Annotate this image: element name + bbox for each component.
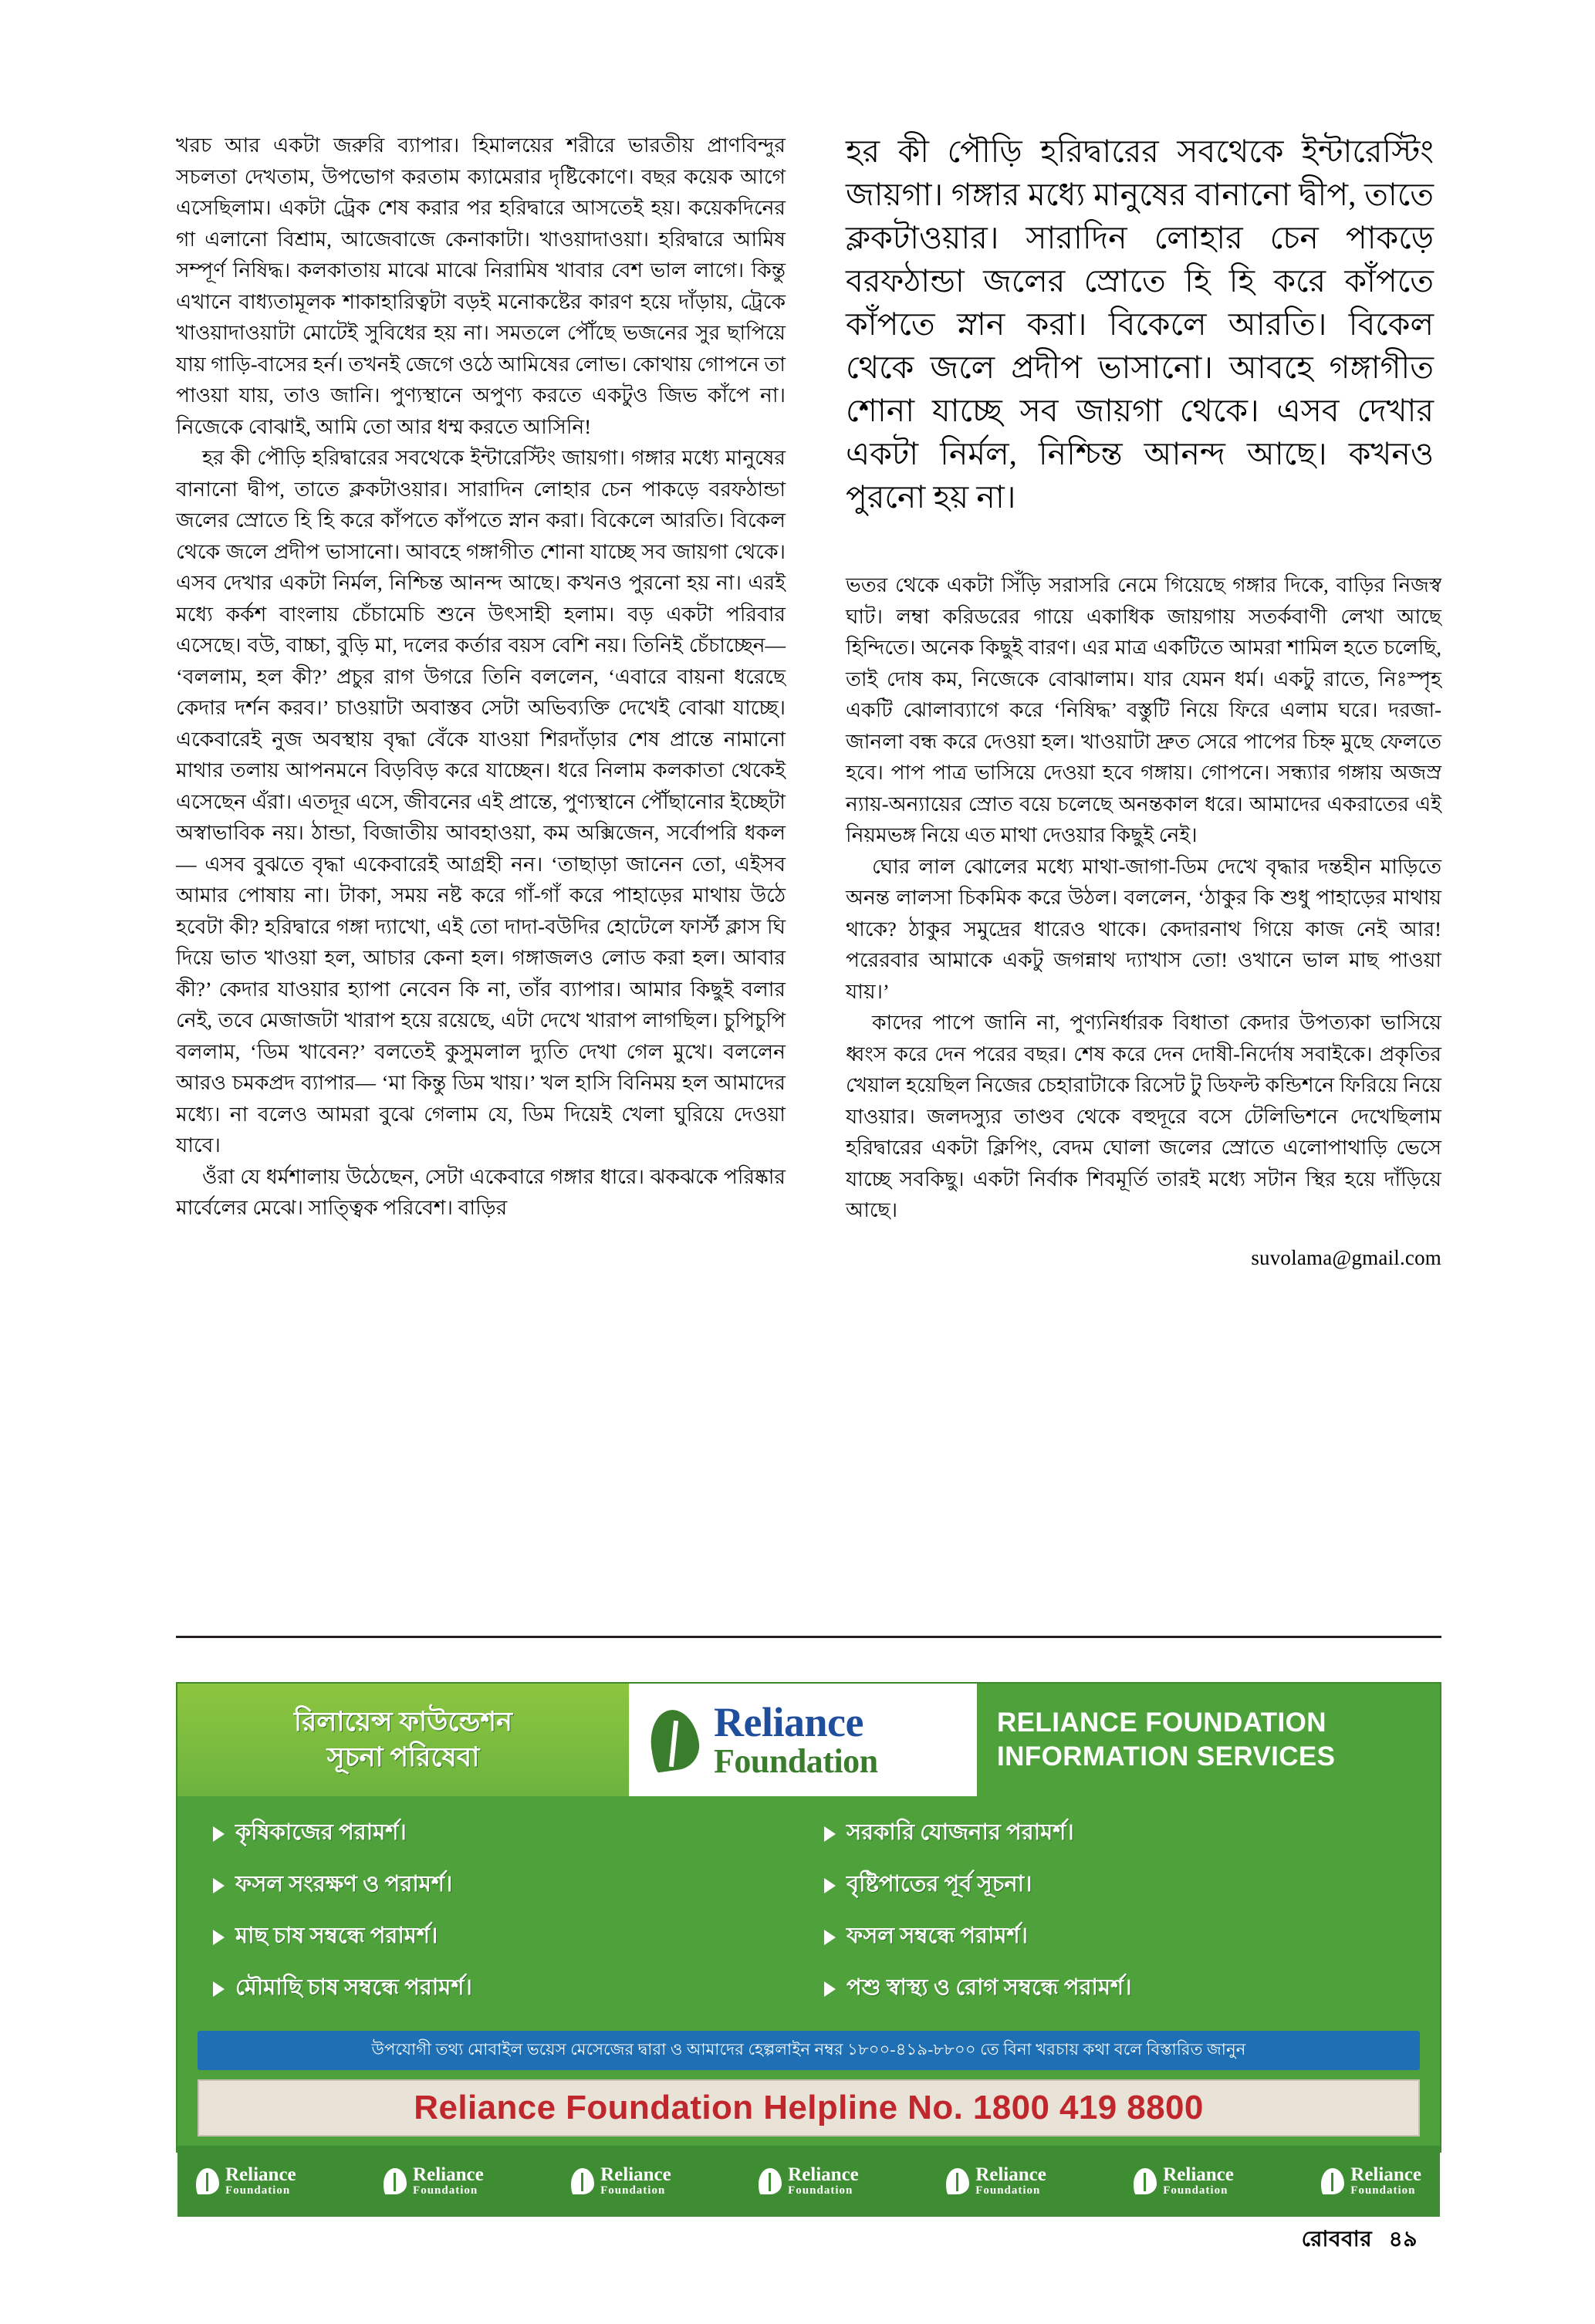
bullet-triangle-icon <box>213 1878 225 1893</box>
leaf-icon <box>1134 2168 1157 2194</box>
ad-footer-logos <box>177 2146 1440 2217</box>
page-footer <box>1302 2222 1418 2258</box>
ad-logo-word1: Reliance <box>714 1699 863 1745</box>
footer-logo-word1: Reliance <box>600 2164 671 2185</box>
footer-logo-word1: Reliance <box>788 2164 859 2185</box>
leaf-icon <box>571 2168 594 2194</box>
list-item <box>213 1970 793 2008</box>
ad-brand-bengali-line2: সূচনা পরিষেবা <box>326 1742 480 1772</box>
list-item-label: পশু স্বাস্থ্য ও রোগ সম্বন্ধে পরামর্শ। <box>846 1975 1132 2000</box>
ad-brand-bengali-line1: রিলায়েন্স ফাউন্ডেশন <box>293 1707 513 1737</box>
right-body-text <box>846 569 1441 1226</box>
page-number: ৪৯ <box>1388 2228 1418 2251</box>
footer-logo-word2: Foundation <box>1163 2184 1228 2197</box>
footer-logo <box>196 2165 296 2197</box>
ad-service-list <box>177 1796 1440 2026</box>
footer-logo <box>1321 2165 1421 2197</box>
bullet-triangle-icon <box>824 1930 836 1945</box>
ad-helpline-text: Reliance Foundation Helpline No. 1800 419 8800 <box>414 2089 1204 2126</box>
footer-logo-word2: Foundation <box>600 2184 666 2197</box>
footer-logo-word2: Foundation <box>413 2184 478 2197</box>
list-item <box>824 1815 1404 1853</box>
ad-logo <box>629 1684 977 1796</box>
author-email[interactable]: suvolama@gmail.com <box>1251 1245 1441 1269</box>
right-text-column <box>846 130 1441 1270</box>
ad-logo-word2: Foundation <box>714 1742 878 1780</box>
footer-logo-word1: Reliance <box>1163 2164 1234 2185</box>
paragraph: খরচ আর একটা জরুরি ব্যাপার। হিমালয়ের শরীরে ভারতীয় প্রাণবিন্দুর সচলতা দেখতাম, উপভোগ করতাম ক্যামেরার দৃষ্টিকোণে। বছর কয়েক আগে এসেছিলাম। একটা ট্রেক শেষ করার পর হরিদ্বারে আসতেই হয়। কয়েকদিনের গা এলানো বিশ্রাম, আজেবাজে কেনাকাটা। খাওয়াদাওয়া। হরিদ্বারে আমিষ সম্পূর্ণ নিষিদ্ধ। কলকাতায় মাঝে মাঝে নিরামিষ খাবার বেশ ভাল লাগে। কিন্তু এখানে বাধ্যতামূলক শাকাহারিত্বটা বড়ই মনোকষ্টের কারণ হয়ে দাঁড়ায়, ট্রেকে খাওয়াদাওয়াটা মোটেই সুবিধের হয় না। সমতলে পৌঁছে ভজনের সুর ছাপিয়ে যায় গাড়ি-বাসের হর্ন। তখনই জেগে ওঠে আমিষের লোভ। কোথায় গোপনে তা পাওয়া যায়, তাও জানি। পুণ্যস্থানে অপুণ্য করতে একটুও জিভ কাঁপে না। নিজেকে বোঝাই, আমি তো আর ধম্ম করতে আসিনি! <box>176 133 786 438</box>
ad-logo-wordmark <box>714 1701 878 1778</box>
footer-logo-word1: Reliance <box>413 2164 484 2185</box>
footer-logo-word2: Foundation <box>788 2184 853 2197</box>
footer-logo <box>759 2165 859 2197</box>
ad-service-list-left <box>213 1815 793 2022</box>
ad-helpline-box[interactable] <box>198 2079 1420 2137</box>
list-item <box>824 1866 1404 1904</box>
list-item-label: মৌমাছি চাষ সম্বন্ধে পরামর্শ। <box>235 1975 472 2000</box>
list-item-label: ফসল সম্বন্ধে পরামর্শ। <box>846 1924 1028 1948</box>
footer-logo <box>571 2165 671 2197</box>
list-item-label: সরকারি যোজনার পরামর্শ। <box>846 1820 1074 1845</box>
paragraph: হর কী পৌড়ি হরিদ্বারের সবথেকে ইন্টারেস্টিং জায়গা। গঙ্গার মধ্যে মানুষের বানানো দ্বীপ, তাতে ক্লকটাওয়ার। সারাদিন লোহার চেন পাকড়ে বরফঠান্ডা জলের স্রোতে হি হি করে কাঁপতে কাঁপতে স্নান করা। বিকেলে আরতি। বিকেল থেকে জলে প্রদীপ ভাসানো। আবহে গঙ্গাগীত শোনা যাচ্ছে সব জায়গা থেকে। এসব দেখার একটা নির্মল, নিশ্চিন্ত আনন্দ আছে। কখনও পুরনো হয় না। এরই মধ্যে কর্কশ বাংলায় চেঁচামেচি শুনে উৎসাহী হলাম। বড় একটা পরিবার এসেছে। বউ, বাচ্চা, বুড়ি মা, দলের কর্তার বয়স বেশি নয়। তিনিই চেঁচাচ্ছেন— ‘বললাম, হল কী?’ প্রচুর রাগ উগরে তিনি বললেন, ‘এবারে বায়না ধরেছে কেদার দর্শন করব।’ চাওয়াটা অবাস্তব সেটা অভিব্যক্তি দেখেই বোঝা যাচ্ছে। একেবারেই নুজ অবস্থায় বৃদ্ধা বেঁকে যাওয়া শিরদাঁড়ার শেষ প্রান্তে নামানো মাথার তলায় আপনমনে বিড়বিড় করে যাচ্ছেন। ধরে নিলাম কলকাতা থেকেই এসেছেন এঁরা। এতদূর এসে, জীবনের এই প্রান্তে, পুণ্যস্থানে পৌঁছানোর ইচ্ছেটা অস্বাভাবিক নয়। ঠান্ডা, বিজাতীয় আবহাওয়া, কম অক্সিজেন, সর্বোপরি ধকল— এসব বুঝতে বৃদ্ধা একেবারেই আগ্রহী নন। ‘তাছাড়া জানেন তো, এইসব আমার পোষায় না। টাকা, সময় নষ্ট করে গাঁ-গাঁ করে পাহাড়ের মাথায় উঠে হবেটা কী? হরিদ্বারে গঙ্গা দ্যাখো, এই তো দাদা-বউদির হোটেলে ফার্স্ট ক্লাস ঘি দিয়ে ভাত খাওয়া হল, আচার কেনা হল। গঙ্গাজলও লোড করা হল। আবার কী?’ কেদার যাওয়ার হ্যাপা নেবেন কি না, তাঁর ব্যাপার। আমার কিছুই বলার নেই, তবে মেজাজটা খারাপ হয়ে রয়েছে, এটা দেখে খারাপ লাগছিল। চুপিচুপি বললাম, ‘ডিম খাবেন?’ বলতেই কুসুমলাল দ্যুতি দেখা গেল মুখে। বললেন আরও চমকপ্রদ ব্যাপার— ‘মা কিন্তু ডিম খায়।’ খল হাসি বিনিময় হল আমাদের মধ্যে। না বলেও আমরা বুঝে গেলাম যে, ডিম দিয়েই খেলা ঘুরিয়ে দেওয়া যাবে। <box>176 446 786 1157</box>
footer-logo-word2: Foundation <box>225 2184 291 2197</box>
footer-logo <box>946 2165 1046 2197</box>
bullet-triangle-icon <box>213 1826 225 1842</box>
paragraph: কাদের পাপে জানি না, পুণ্যনির্ধারক বিধাতা কেদার উপত্যকা ভাসিয়ে ধ্বংস করে দেন পরের বছর। শেষ করে দেন দোষী-নির্দোষ সবাইকে। প্রকৃতির খেয়াল হয়েছিল নিজের চেহারাটাকে রিসেট টু ডিফল্ট কন্ডিশনে ফিরিয়ে নিয়ে যাওয়ার। জলদস্যুর তাণ্ডব থেকে বহুদূরে বসে টেলিভিশনে দেখেছিলাম হরিদ্বারের একটা ক্লিপিং, বেদম ঘোলা জলের স্রোতে এলোপাথাড়ি ভেসে যাচ্ছে সবকিছু। একটা নির্বাক শিবমূর্তি তারই মধ্যে সটান স্থির হয়ে দাঁড়িয়ে আছে। <box>846 1011 1441 1221</box>
leaf-icon <box>646 1707 703 1773</box>
leaf-icon <box>946 2168 969 2194</box>
bullet-triangle-icon <box>824 1826 836 1842</box>
leaf-icon <box>1321 2168 1344 2194</box>
footer-logo-word2: Foundation <box>1350 2184 1416 2197</box>
list-item <box>213 1815 793 1853</box>
list-item <box>213 1866 793 1904</box>
bullet-triangle-icon <box>213 1981 225 1997</box>
paragraph: ঘোর লাল ঝোলের মধ্যে মাথা-জাগা-ডিম দেখে বৃদ্ধার দন্তহীন মাড়িতে অনন্ত লালসা চিকমিক করে উঠল। বললেন, ‘ঠাকুর কি শুধু পাহাড়ের মাথায় থাকে? ঠাকুর সমুদ্রের ধারেও থাকে। কেদারনাথ গিয়ে কাজ নেই আর! পরেরবার আমাকে একটু জগন্নাথ দ্যাখাস তো! ওখানে ভাল মাছ পাওয়া যায়।’ <box>846 854 1441 1003</box>
bullet-triangle-icon <box>824 1981 836 1997</box>
article-body <box>176 130 1441 1270</box>
footer-logo-word1: Reliance <box>1350 2164 1421 2185</box>
leaf-icon <box>759 2168 782 2194</box>
bullet-triangle-icon <box>213 1930 225 1945</box>
paragraph: ওঁরা যে ধর্মশালায় উঠেছেন, সেটা একেবারে গঙ্গার ধারে। ঝকঝকে পরিষ্কার মার্বেলের মেঝে। সাত্ত্বিক পরিবেশ। বাড়ির <box>176 1164 786 1219</box>
footer-logo-word1: Reliance <box>975 2164 1046 2185</box>
list-item-label: কৃষিকাজের পরামর্শ। <box>235 1820 407 1845</box>
list-item <box>824 1918 1404 1956</box>
pull-quote: হর কী পৌড়ি হরিদ্বারের সবথেকে ইন্টারেস্টিং জায়গা। গঙ্গার মধ্যে মানুষের বানানো দ্বীপ, তাতে ক্লকটাওয়ার। সারাদিন লোহার চেন পাকড়ে বরফঠান্ডা জলের স্রোতে হি হি করে কাঁপতে কাঁপতে স্নান করা। বিকেলে আরতি। বিকেল থেকে জলে প্রদীপ ভাসানো। আবহে গঙ্গাগীত শোনা যাচ্ছে সব জায়গা থেকে। এসব দেখার একটা নির্মল, নিশ্চিন্ত আনন্দ আছে। কখনও পুরনো হয় না। <box>846 133 1434 515</box>
list-item <box>213 1918 793 1956</box>
publication-name: রোববার <box>1301 2228 1373 2251</box>
footer-logo <box>384 2165 484 2197</box>
ad-service-list-right <box>824 1815 1404 2022</box>
left-text-column <box>176 130 786 1270</box>
leaf-icon <box>196 2168 219 2194</box>
ad-title-english <box>977 1684 1440 1796</box>
footer-logo-word1: Reliance <box>225 2164 296 2185</box>
footer-logo <box>1134 2165 1234 2197</box>
ad-info-strip: উপযোগী তথ্য মোবাইল ভয়েস মেসেজের দ্বারা ও আমাদের হেল্পলাইন নম্বর ১৮০০-৪১৯-৮৮০০ তে বিনা খরচায় কথা বলে বিস্তারিত জানুন <box>198 2031 1420 2070</box>
ad-header <box>177 1684 1440 1796</box>
list-item <box>824 1970 1404 2008</box>
ad-title-line1: RELIANCE FOUNDATION <box>997 1708 1326 1738</box>
advertisement-banner[interactable] <box>176 1682 1441 2197</box>
leaf-icon <box>384 2168 407 2194</box>
section-divider <box>176 1636 1441 1638</box>
list-item-label: ফসল সংরক্ষণ ও পরামর্শ। <box>235 1872 453 1897</box>
list-item-label: বৃষ্টিপাতের পূর্ব সূচনা। <box>846 1872 1032 1897</box>
ad-title-line2: INFORMATION SERVICES <box>997 1741 1336 1772</box>
footer-logo-word2: Foundation <box>975 2184 1041 2197</box>
bullet-triangle-icon <box>824 1878 836 1893</box>
paragraph: ভতর থেকে একটা সিঁড়ি সরাসরি নেমে গিয়েছে গঙ্গার দিকে, বাড়ির নিজস্ব ঘাট। লম্বা করিডরের গায়ে একাধিক জায়গায় সতর্কবাণী লেখা আছে হিন্দিতে। অনেক কিছুই বারণ। এর মাত্র একটিতে আমরা শামিল হতে চলেছি, তাই দোষ কম, নিজেকে বোঝালাম। যার যেমন ধর্ম। একটু রাতে, নিঃস্পৃহ একটি ঝোলাব্যাগে করে ‘নিষিদ্ধ’ বস্তুটি নিয়ে ফিরে এলাম ঘরে। দরজা-জানলা বন্ধ করে দেওয়া হল। খাওয়াটা দ্রুত সেরে পাপের চিহ্ন মুছে ফেলতে হবে। পাপ পাত্র ভাসিয়ে দেওয়া হবে গঙ্গায়। গোপনে। সন্ধ্যার গঙ্গায় অজস্র ন্যায়-অন্যায়ের স্রোত বয়ে চলেছে অনন্তকাল ধরে। আমাদের একরাতের এই নিয়মভঙ্গ নিয়ে এত মাথা দেওয়ার কিছুই নেই। <box>846 573 1441 846</box>
list-item-label: মাছ চাষ সম্বন্ধে পরামর্শ। <box>235 1924 438 1948</box>
ad-brand-bengali <box>177 1684 629 1796</box>
